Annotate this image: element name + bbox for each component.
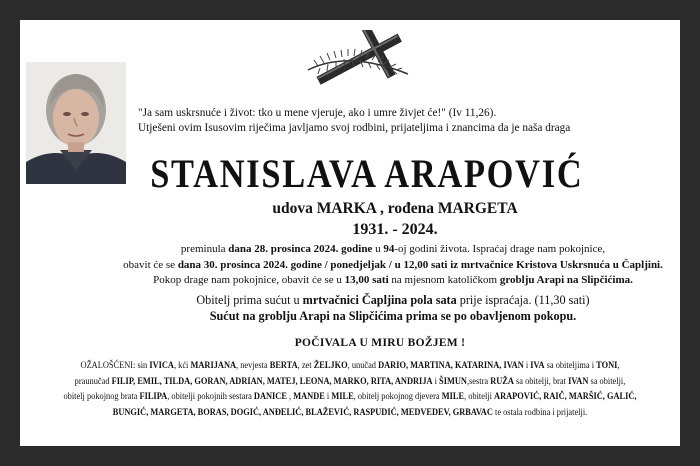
mourners-line-1 [58,359,641,375]
burial-time: 13,00 sati [344,274,389,286]
text-segment: , zet [297,361,314,371]
text-segment: sa obitelji, brat [513,376,569,387]
condolence-info [106,292,680,324]
mourners-line-2 [58,375,641,391]
condolence-line-2 [106,308,680,324]
mourner-name: DANICE [253,392,287,402]
text-segment: OŽALOŠĆENI: sin [80,361,150,371]
text-segment: , obitelj pokojnog djevera [353,392,442,402]
condolence-line-1 [106,292,680,308]
cross-with-palm-icon [298,30,420,92]
text-segment: u [372,243,384,255]
mourner-name: MARIJANA [190,361,237,371]
life-years: 1931. - 2024. [352,221,438,238]
text-segment: preminula [180,243,229,255]
text-segment: , kći [173,361,191,371]
text-segment: prije ispraćaja. (11,30 sati) [456,293,590,307]
text-segment: te ostala rodbina i prijatelji. [492,407,588,418]
text-segment: i [324,392,332,402]
condolence-cemetery: Sućut na groblju Arapi na Slipčićima prima se po obavljenom pokopu. [209,309,577,323]
text-segment: i [523,361,531,371]
mourner-name: FILIPA [139,392,168,402]
age: 94 [383,243,395,255]
mourner-name: MILE [441,392,465,402]
condolence-place: mrtvačnici Čapljina pola sata [302,293,457,307]
mourner-name: BERTA [269,361,298,371]
text-segment: , [286,392,294,402]
cemetery-name: groblju Arapi na Slipčićima. [499,274,633,286]
text-segment: sa obitelji, [588,376,626,387]
text-segment: obitelj pokojnog brata [63,392,140,402]
mourner-name: RUŽA [490,376,514,387]
mourner-name: IVICA [149,361,174,371]
mourner-name: MANDE [293,392,325,402]
funeral-time-place: dana 30. prosinca 2024. godine / ponedjeljak / u 12,00 sati iz mrtvačnice Kristova Uskrsnuća u Čapljini. [177,258,663,271]
rest-in-peace: POČIVALA U MIRU BOŽJEM ! [294,337,466,349]
details-line-3 [106,273,680,289]
mourner-name: FILIP, EMIL, TILDA, GORAN, ADRIAN, MATEJ, LEONA, MARKO, RITA, ANDRIJA [111,376,433,387]
mourner-name: DARIO, MARTINA, KATARINA, IVAN [378,361,524,371]
text-segment: -oj godini života. Ispraćaj drage nam pokojnice, [394,243,606,255]
mourner-name: ŽELJKO [313,361,348,371]
details-line-2 [106,258,680,274]
family-names: BUNGIĆ, MARGETA, BORAS, DOGIĆ, ANĐELIĆ, BLAŽEVIĆ, RASPUDIĆ, MEDVEDEV, GRBAVAC [112,407,493,418]
deceased-name: STANISLAVA ARAPOVIĆ [150,151,584,196]
bible-quote: "Ja sam uskrsnuće i život: tko u mene vjeruje, ako i umre živjet će!" (Iv 11,26). [138,107,497,119]
text-segment: ,sestra [466,376,491,387]
obituary-notice [20,20,680,446]
text-segment: , [617,361,620,371]
intro-text: Utješeni ovim Isusovim riječima javljamo svoj rodbini, prijateljima i znancima da je naša draga [138,122,571,134]
text-segment: obavit će se [123,258,178,271]
text-segment: , unučad [347,361,379,371]
date-of-death: dana 28. prosinca 2024. godine [228,243,373,255]
text-segment: sa obiteljima i [544,361,597,371]
mourner-name: MILE [331,392,354,402]
text-segment: , nevjesta [236,361,270,371]
mourners-line-4 [58,406,641,422]
text-segment: Pokop drage nam pokojnice, obavit će se u [153,274,345,286]
mourner-name: ŠIMUN [439,376,467,387]
text-segment: i [432,376,440,387]
mourner-name: IVAN [568,376,589,387]
mourner-name: IVA [530,361,545,371]
text-segment: , obitelji pokojnih sestara [167,392,254,402]
mourners-list [58,359,641,421]
mourners-line-3 [58,390,641,406]
bible-quote-block [138,106,674,136]
portrait-photo [26,62,126,184]
funeral-details [106,242,680,289]
text-segment: na mjesnom katoličkom [388,274,500,286]
mourner-name: TONI [596,361,618,371]
family-names: ARAPOVIĆ, RAIČ, MARŠIĆ, GALIĆ, [494,392,637,402]
widow-maiden-line: udova MARKA , rođena MARGETA [272,200,518,217]
text-segment: praunučad [74,376,112,387]
text-segment: Obitelj prima sućut u [196,293,303,307]
text-segment: , obitelji [464,392,495,402]
details-line-1 [106,242,680,258]
